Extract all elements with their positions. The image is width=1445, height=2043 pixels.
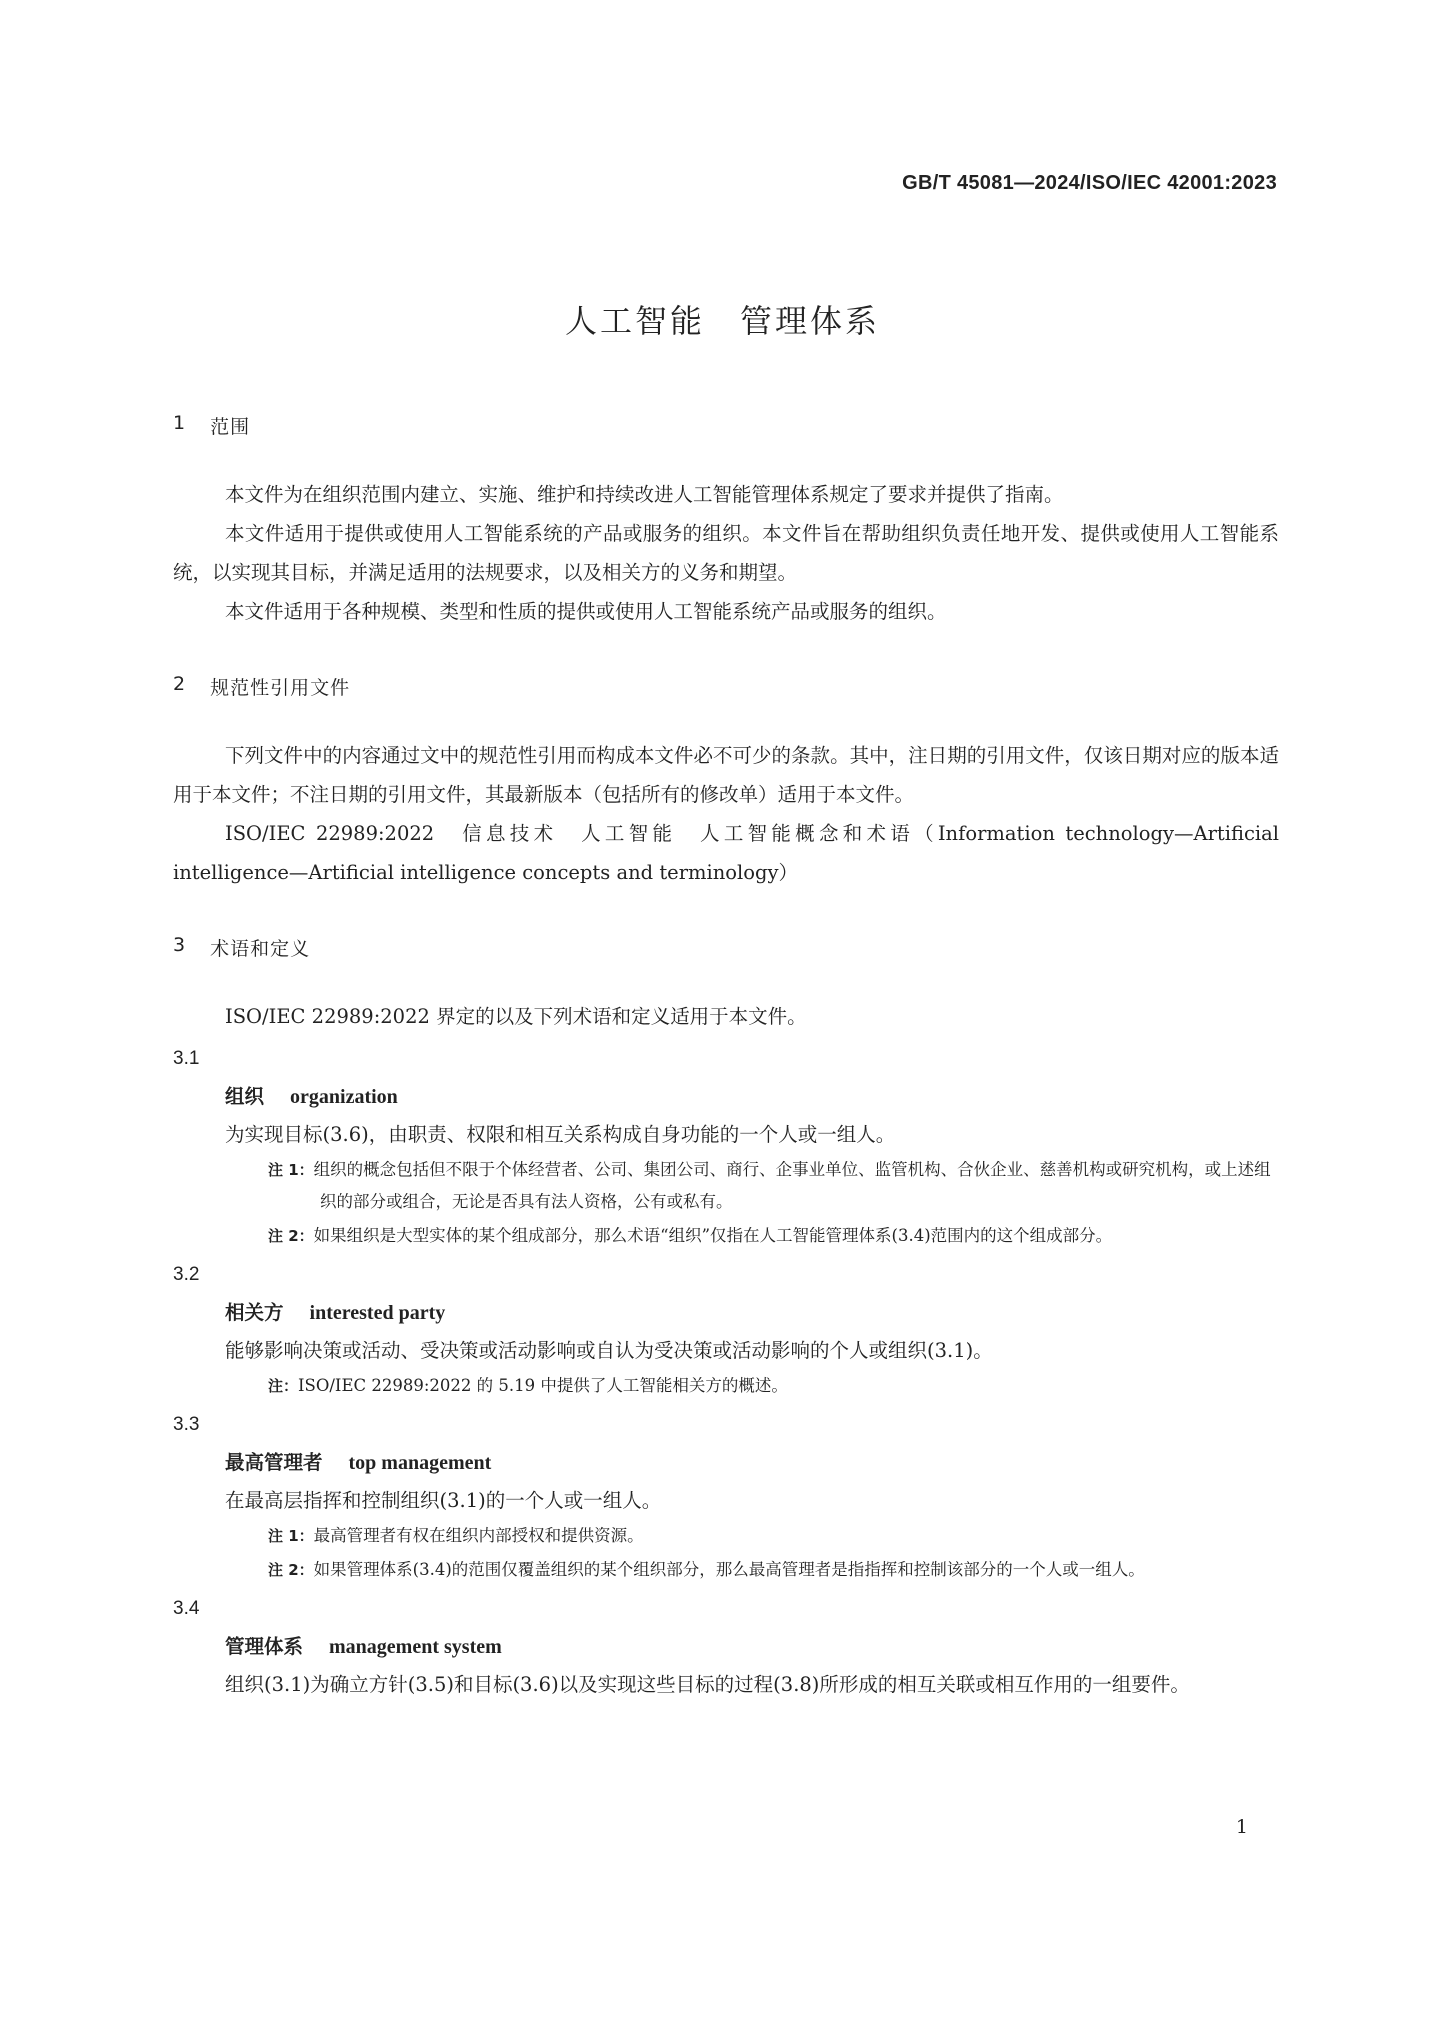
term-number: 3.2 [173, 1264, 200, 1285]
paragraph: ISO/IEC 22989:2022 信息技术 人工智能 人工智能概念和术语（Information technology—Artificial intelligence—Artificial intelligence concepts and terminology） [173, 822, 1279, 884]
term-note [225, 1220, 1279, 1252]
standard-code-header: GB/T 45081—2024/ISO/IEC 42001:2023 [902, 172, 1277, 194]
note-label: 注 2： [268, 1227, 314, 1245]
page-number: 1 [1235, 1816, 1248, 1838]
note-label: 注 2： [268, 1561, 314, 1579]
term-name-en: management system [329, 1636, 502, 1658]
term-definition: 在最高层指挥和控制组织(3.1)的一个人或一组人。 [225, 1489, 662, 1512]
term-name [225, 1444, 1279, 1482]
note-text: 如果管理体系(3.4)的范围仅覆盖组织的某个组织部分，那么最高管理者是指指挥和控制该部分的一个人或一组人。 [313, 1560, 1145, 1579]
paragraph: ISO/IEC 22989:2022 界定的以及下列术语和定义适用于本文件。 [225, 1005, 807, 1028]
paragraph: 本文件为在组织范围内建立、实施、维护和持续改进人工智能管理体系规定了要求并提供了指南。 [225, 483, 1064, 506]
paragraph: 本文件适用于提供或使用人工智能系统的产品或服务的组织。本文件旨在帮助组织负责任地开发、提供或使用人工智能系统，以实现其目标，并满足适用的法规要求，以及相关方的义务和期望。 [173, 522, 1279, 584]
document-body [173, 412, 1279, 1704]
term-note [225, 1154, 1279, 1218]
section-number: 2 [173, 673, 187, 695]
term-definition: 为实现目标(3.6)，由职责、权限和相互关系构成自身功能的一个人或一组人。 [225, 1123, 896, 1146]
term-number: 3.3 [173, 1414, 200, 1435]
paragraph: 本文件适用于各种规模、类型和性质的提供或使用人工智能系统产品或服务的组织。 [225, 600, 947, 623]
term-note [225, 1554, 1279, 1586]
term-name [225, 1628, 1279, 1666]
paragraph: 下列文件中的内容通过文中的规范性引用而构成本文件必不可少的条款。其中，注日期的引用文件，仅该日期对应的版本适用于本文件；不注日期的引用文件，其最新版本（包括所有的修改单）适用于本文件。 [173, 744, 1279, 806]
term-name-zh: 管理体系 [225, 1635, 304, 1658]
term-name-en: organization [290, 1086, 398, 1108]
note-text: 如果组织是大型实体的某个组成部分，那么术语“组织”仅指在人工智能管理体系(3.4)范围内的这个组成部分。 [313, 1226, 1113, 1245]
term-note [225, 1370, 1279, 1402]
section-2-heading [173, 673, 1279, 700]
term-note [225, 1520, 1279, 1552]
term-name [225, 1078, 1279, 1116]
note-label: 注 1： [268, 1527, 314, 1545]
term-number: 3.4 [173, 1598, 200, 1619]
term-name-zh: 相关方 [225, 1301, 284, 1324]
term-definition: 能够影响决策或活动、受决策或活动影响或自认为受决策或活动影响的个人或组织(3.1)。 [225, 1339, 993, 1362]
term-name-zh: 最高管理者 [225, 1451, 323, 1474]
document-title: 人工智能 管理体系 [564, 302, 880, 340]
section-title: 范围 [210, 416, 251, 438]
section-number: 1 [173, 412, 187, 434]
term-definition: 组织(3.1)为确立方针(3.5)和目标(3.6)以及实现这些目标的过程(3.8)所形成的相互关联或相互作用的一组要件。 [225, 1673, 1190, 1696]
section-number: 3 [173, 934, 187, 956]
section-title: 规范性引用文件 [210, 677, 351, 699]
term-name-en: top management [348, 1452, 492, 1474]
note-text: 最高管理者有权在组织内部授权和提供资源。 [313, 1526, 644, 1545]
term-name [225, 1294, 1279, 1332]
term-name-en: interested party [309, 1302, 446, 1324]
note-text: 组织的概念包括但不限于个体经营者、公司、集团公司、商行、企事业单位、监管机构、合伙企业、慈善机构或研究机构，或上述组织的部分或组合，无论是否具有法人资格，公有或私有。 [313, 1160, 1271, 1211]
note-text: ISO/IEC 22989:2022 的 5.19 中提供了人工智能相关方的概述。 [298, 1376, 788, 1395]
term-number: 3.1 [173, 1048, 200, 1069]
section-title: 术语和定义 [210, 938, 311, 960]
section-1-heading [173, 412, 1279, 439]
note-label: 注 1： [268, 1161, 314, 1179]
term-name-zh: 组织 [225, 1085, 265, 1108]
note-label: 注： [268, 1377, 299, 1395]
section-3-heading [173, 934, 1279, 961]
